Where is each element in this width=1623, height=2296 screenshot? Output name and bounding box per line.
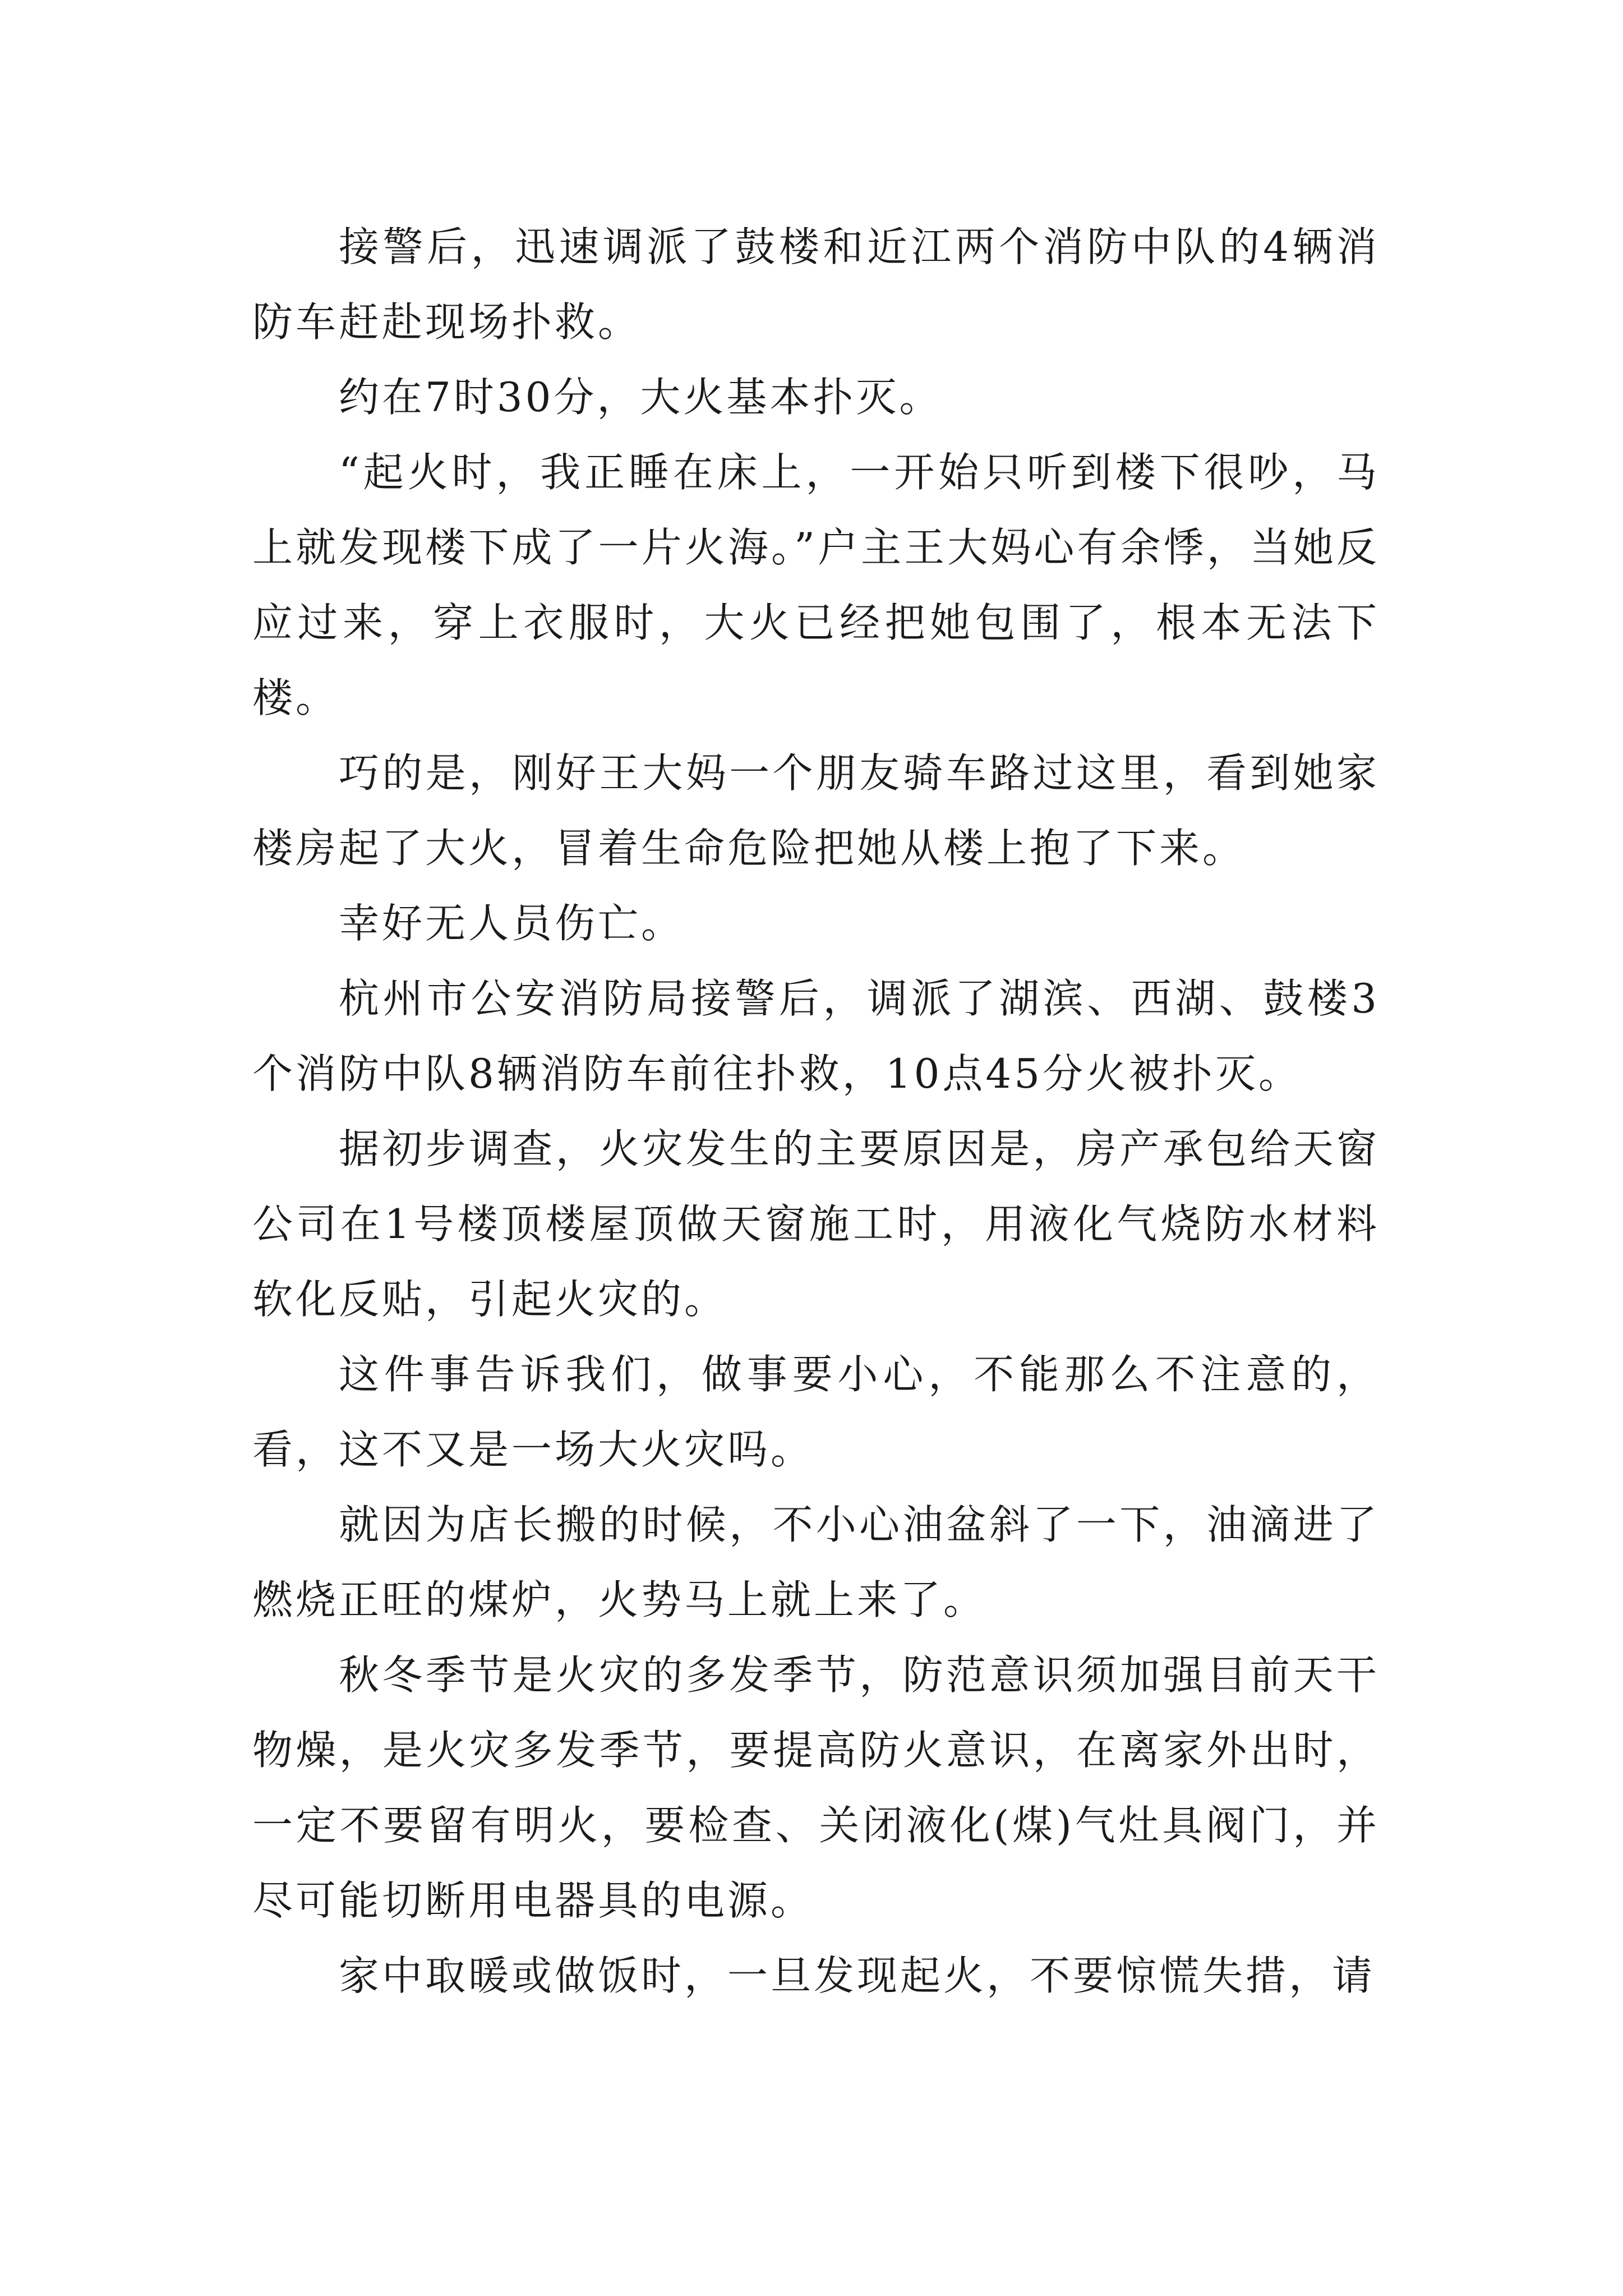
paragraph-2: 约在7时30分，大火基本扑灭。 (339, 374, 943, 421)
paragraph-5: 幸好无人员伤亡。 (339, 900, 685, 947)
paragraph-11: 家中取暖或做饭时，一旦发现起火，不要惊慌失措，请 (339, 1952, 1376, 1999)
document-body (252, 209, 1380, 2013)
paragraph-3: “起火时，我正睡在床上，一开始只听到楼下很吵，马上就发现楼下成了一片火海。”户主王大妈心有余悸，当她反应过来，穿上衣服时，大火已经把她包围了，根本无法下楼。 (252, 449, 1380, 721)
paragraph-10: 秋冬季节是火灾的多发季节，防范意识须加强目前天干物燥，是火灾多发季节，要提高防火意识，在离家外出时，一定不要留有明火，要检查、关闭液化(煤)气灶具阀门，并尽可能切断用电器具的电源。 (252, 1651, 1380, 1924)
paragraph-4: 巧的是，刚好王大妈一个朋友骑车路过这里，看到她家楼房起了大火，冒着生命危险把她从楼上抱了下来。 (252, 749, 1380, 872)
paragraph-6: 杭州市公安消防局接警后，调派了湖滨、西湖、鼓楼3个消防中队8辆消防车前往扑救，10点45分火被扑灭。 (252, 975, 1380, 1097)
paragraph-9: 就因为店长搬的时候，不小心油盆斜了一下，油滴进了燃烧正旺的煤炉，火势马上就上来了。 (252, 1501, 1380, 1623)
paragraph-7: 据初步调查，火灾发生的主要原因是，房产承包给天窗公司在1号楼顶楼屋顶做天窗施工时，用液化气烧防水材料软化反贴，引起火灾的。 (252, 1125, 1380, 1323)
paragraph-8: 这件事告诉我们，做事要小心，不能那么不注意的，看，这不又是一场大火灾吗。 (252, 1351, 1380, 1473)
paragraph-1: 接警后，迅速调派了鼓楼和近江两个消防中队的4辆消防车赶赴现场扑救。 (252, 223, 1380, 346)
